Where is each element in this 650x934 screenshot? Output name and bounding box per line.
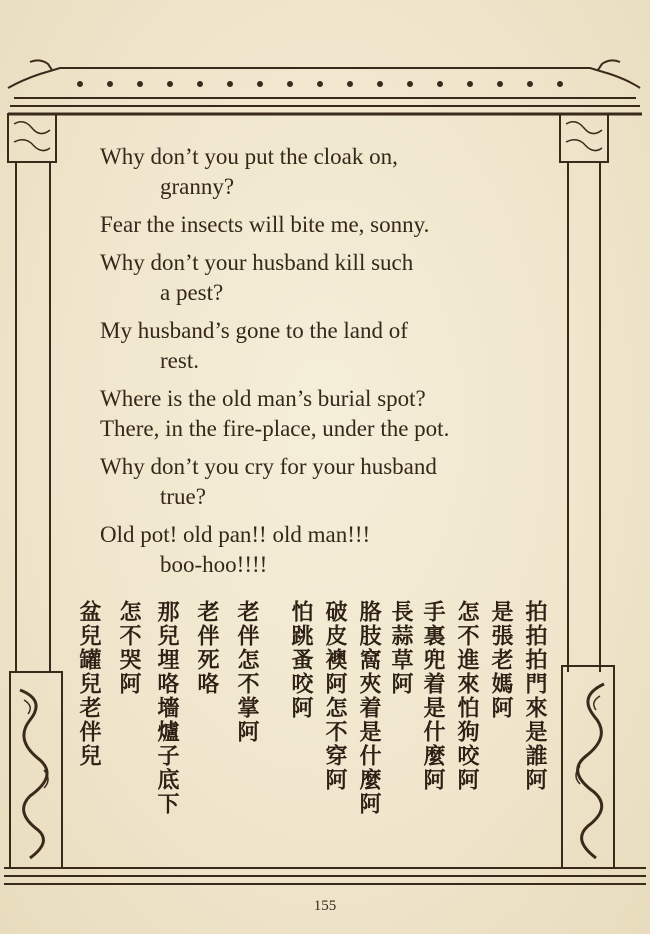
roof-tiles: [77, 81, 563, 87]
verse-line: rest.: [160, 348, 199, 373]
chinese-column: 怎不進來怕狗咬阿: [454, 600, 480, 792]
chinese-column: 是張老媽阿: [488, 600, 514, 720]
stanza-6: [100, 414, 550, 444]
chinese-column: 怎不哭阿: [116, 600, 142, 696]
verse-line: Why don’t your husband kill such: [100, 250, 414, 275]
chinese-column: 盆兒罐兒老伴兒: [76, 600, 102, 768]
stanza-1: [100, 142, 550, 202]
stanza-7: [100, 452, 550, 512]
verse-line: Why don’t you put the cloak on,: [100, 144, 398, 169]
chinese-column: 那兒埋咯墻爐子底下: [154, 600, 180, 816]
chinese-column: 老伴死咯: [194, 600, 220, 696]
english-verse: [100, 142, 550, 588]
stanza-3: [100, 248, 550, 308]
roof-ornament: [8, 60, 642, 114]
chinese-verse: [70, 600, 560, 870]
chinese-column: 怕跳蚤咬阿: [288, 600, 314, 720]
chinese-column: 胳肢窩夾着是什麼阿: [356, 600, 382, 816]
verse-line: Fear the insects will bite me, sonny.: [100, 212, 430, 237]
chinese-column: 破皮襖阿怎不穿阿: [322, 600, 348, 792]
right-capital: [560, 114, 608, 162]
verse-line: granny?: [160, 174, 235, 199]
verse-line: Where is the old man’s burial spot?: [100, 386, 426, 411]
chinese-column: 手裏兜着是什麼阿: [420, 600, 446, 792]
verse-line: a pest?: [160, 280, 224, 305]
left-capital: [8, 114, 56, 162]
chinese-column: 長蒜草阿: [388, 600, 414, 696]
stanza-4: [100, 316, 550, 376]
verse-line: Old pot! old pan!! old man!!!: [100, 522, 371, 547]
chinese-column: 拍拍拍門來是誰阿: [522, 600, 548, 792]
chinese-column: 老伴怎不掌阿: [234, 600, 260, 744]
stanza-2: [100, 210, 550, 240]
verse-line: boo-hoo!!!!: [160, 552, 268, 577]
verse-line: Why don’t you cry for your husband: [100, 454, 437, 479]
verse-line: There, in the fire-place, under the pot.: [100, 416, 450, 441]
verse-line: true?: [160, 484, 206, 509]
stanza-8: [100, 520, 550, 580]
stanza-5: [100, 384, 550, 414]
page-number: 155: [313, 898, 337, 914]
verse-line: My husband’s gone to the land of: [100, 318, 408, 343]
